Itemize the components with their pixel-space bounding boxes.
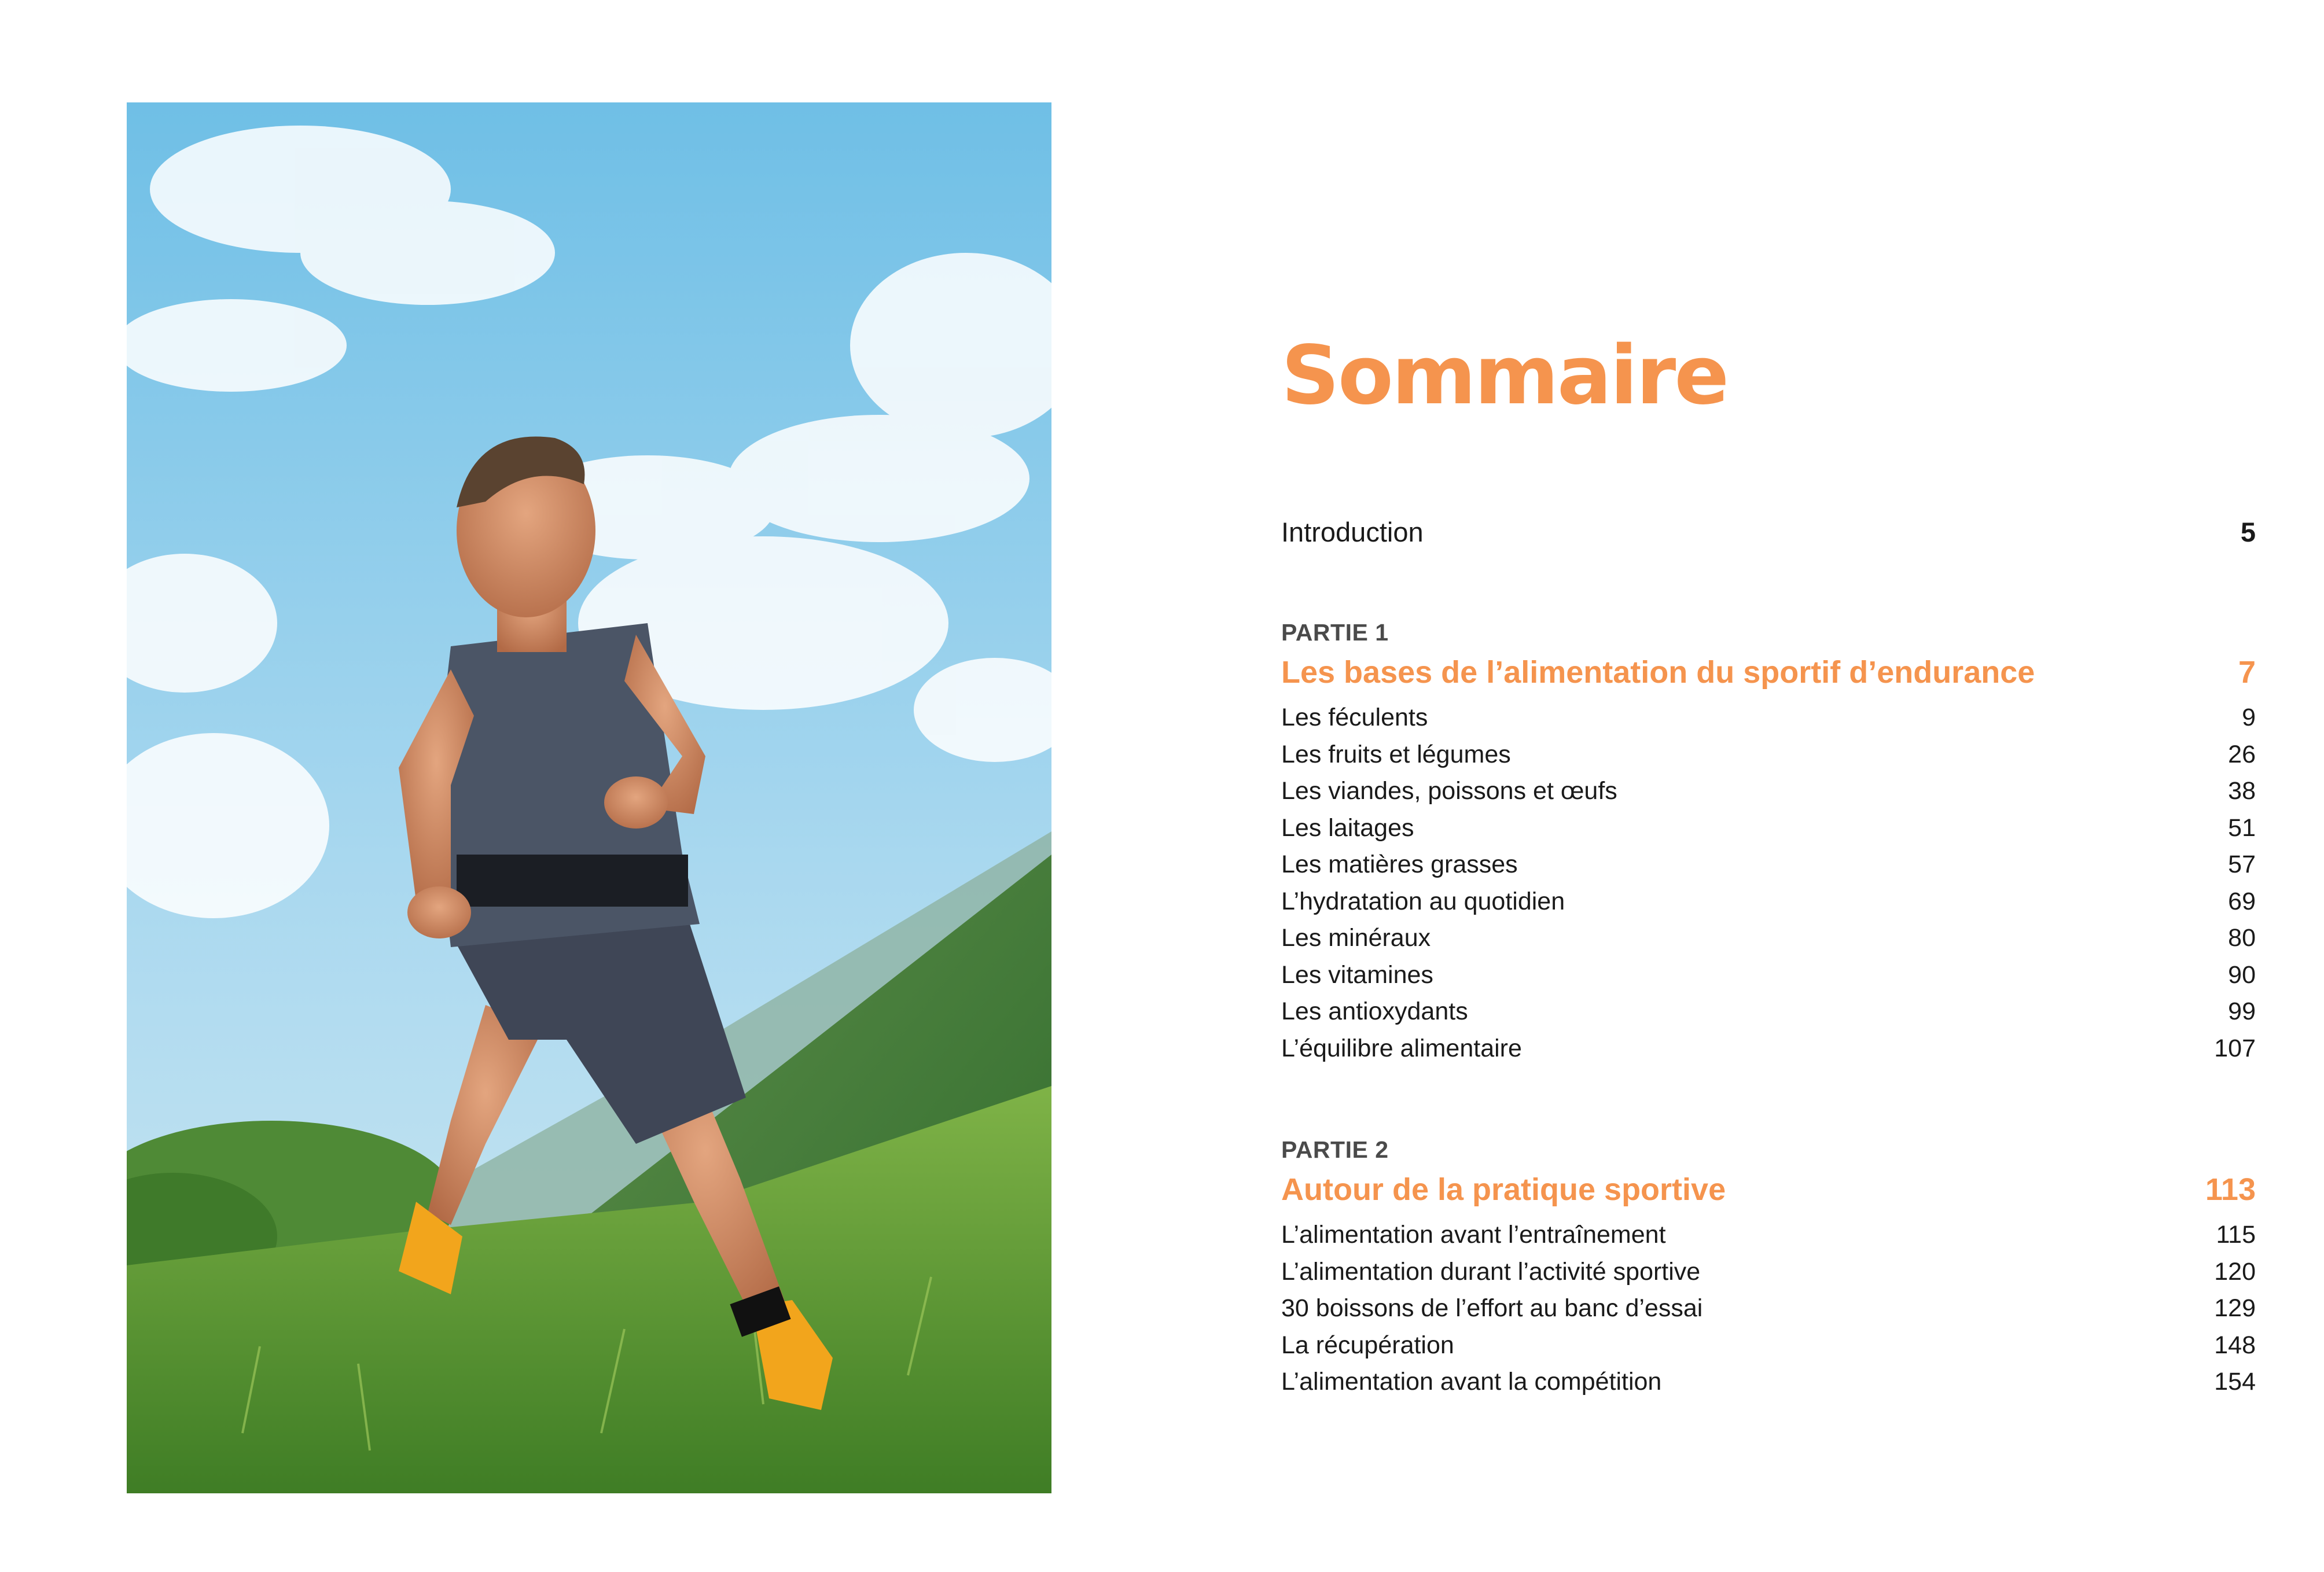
toc-entry-page: 107: [2214, 1034, 2256, 1062]
toc-intro-label: Introduction: [1281, 517, 1424, 547]
toc-entry[interactable]: [1281, 1254, 2256, 1291]
toc-title: Sommaire: [1281, 329, 1728, 423]
toc-entry-page: 129: [2214, 1294, 2256, 1322]
toc-entry-page: 115: [2216, 1221, 2256, 1249]
toc-entry-label: La récupération: [1281, 1331, 1454, 1359]
part-1-entries: [1281, 700, 2256, 1067]
toc-entry[interactable]: [1281, 846, 2256, 883]
toc-entry-page: 120: [2214, 1257, 2256, 1286]
toc-entry[interactable]: [1281, 957, 2256, 994]
toc-entry-label: L’alimentation durant l’activité sportive: [1281, 1257, 1701, 1286]
toc-entry-label: 30 boissons de l’effort au banc d’essai: [1281, 1294, 1703, 1322]
part-2-title: Autour de la pratique sportive: [1281, 1172, 1726, 1207]
toc-entry-label: L’alimentation avant la compétition: [1281, 1368, 1662, 1396]
part-2-entries: [1281, 1217, 2256, 1401]
toc-entry[interactable]: [1281, 1364, 2256, 1401]
toc-entry-page: 38: [2228, 777, 2256, 805]
toc-entry-label: Les vitamines: [1281, 960, 1433, 989]
toc-entry-page: 90: [2228, 960, 2256, 989]
toc-entry-page: 99: [2228, 997, 2256, 1025]
toc-entry-label: Les laitages: [1281, 813, 1414, 842]
toc-entry[interactable]: [1281, 1327, 2256, 1364]
toc-entry-page: 57: [2228, 851, 2256, 878]
part-2-block: [1281, 1133, 2256, 1401]
toc-entry-page: 51: [2228, 813, 2256, 842]
toc-entry-label: Les antioxydants: [1281, 997, 1468, 1025]
toc-entry[interactable]: [1281, 810, 2256, 847]
toc-entry-label: L’équilibre alimentaire: [1281, 1034, 1522, 1062]
toc-entry[interactable]: [1281, 1290, 2256, 1327]
toc-entry-label: Les matières grasses: [1281, 851, 1518, 878]
toc-entry[interactable]: [1281, 1030, 2256, 1067]
part-1-title: Les bases de l’alimentation du sportif d’endurance: [1281, 655, 2035, 690]
toc-entry[interactable]: [1281, 883, 2256, 921]
toc-intro-row[interactable]: [1281, 512, 2256, 553]
table-of-contents: [1281, 329, 2256, 1401]
toc-entry-page: 26: [2228, 740, 2256, 768]
part-1-title-row[interactable]: [1281, 649, 2256, 696]
toc-entry-label: Les viandes, poissons et œufs: [1281, 777, 1617, 805]
part-1-page: 7: [2238, 655, 2256, 690]
part-1-block: [1281, 616, 2256, 1067]
toc-entry-label: Les minéraux: [1281, 924, 1431, 952]
toc-entry[interactable]: [1281, 737, 2256, 774]
part-1-label: PARTIE 1: [1281, 619, 1389, 646]
toc-entry[interactable]: [1281, 920, 2256, 957]
toc-entry[interactable]: [1281, 993, 2256, 1030]
toc-entry-page: 148: [2214, 1331, 2256, 1359]
runner-illustration: [127, 102, 1051, 1493]
toc-entry[interactable]: [1281, 700, 2256, 737]
runner-photo: [127, 102, 1051, 1493]
toc-entry-label: Les féculents: [1281, 704, 1428, 731]
toc-entry-page: 80: [2228, 924, 2256, 952]
toc-entry-page: 9: [2242, 704, 2256, 731]
part-2-page: 113: [2205, 1172, 2256, 1207]
toc-entry-label: Les fruits et légumes: [1281, 740, 1511, 768]
toc-entry-page: 154: [2214, 1368, 2256, 1396]
part-2-label: PARTIE 2: [1281, 1136, 1389, 1163]
toc-entry[interactable]: [1281, 773, 2256, 810]
part-2-title-row[interactable]: [1281, 1166, 2256, 1213]
toc-entry-label: L’hydratation au quotidien: [1281, 887, 1565, 915]
toc-entry[interactable]: [1281, 1217, 2256, 1254]
toc-intro-page: 5: [2240, 517, 2256, 547]
toc-entry-label: L’alimentation avant l’entraînement: [1281, 1221, 1666, 1249]
toc-entry-page: 69: [2228, 887, 2256, 915]
